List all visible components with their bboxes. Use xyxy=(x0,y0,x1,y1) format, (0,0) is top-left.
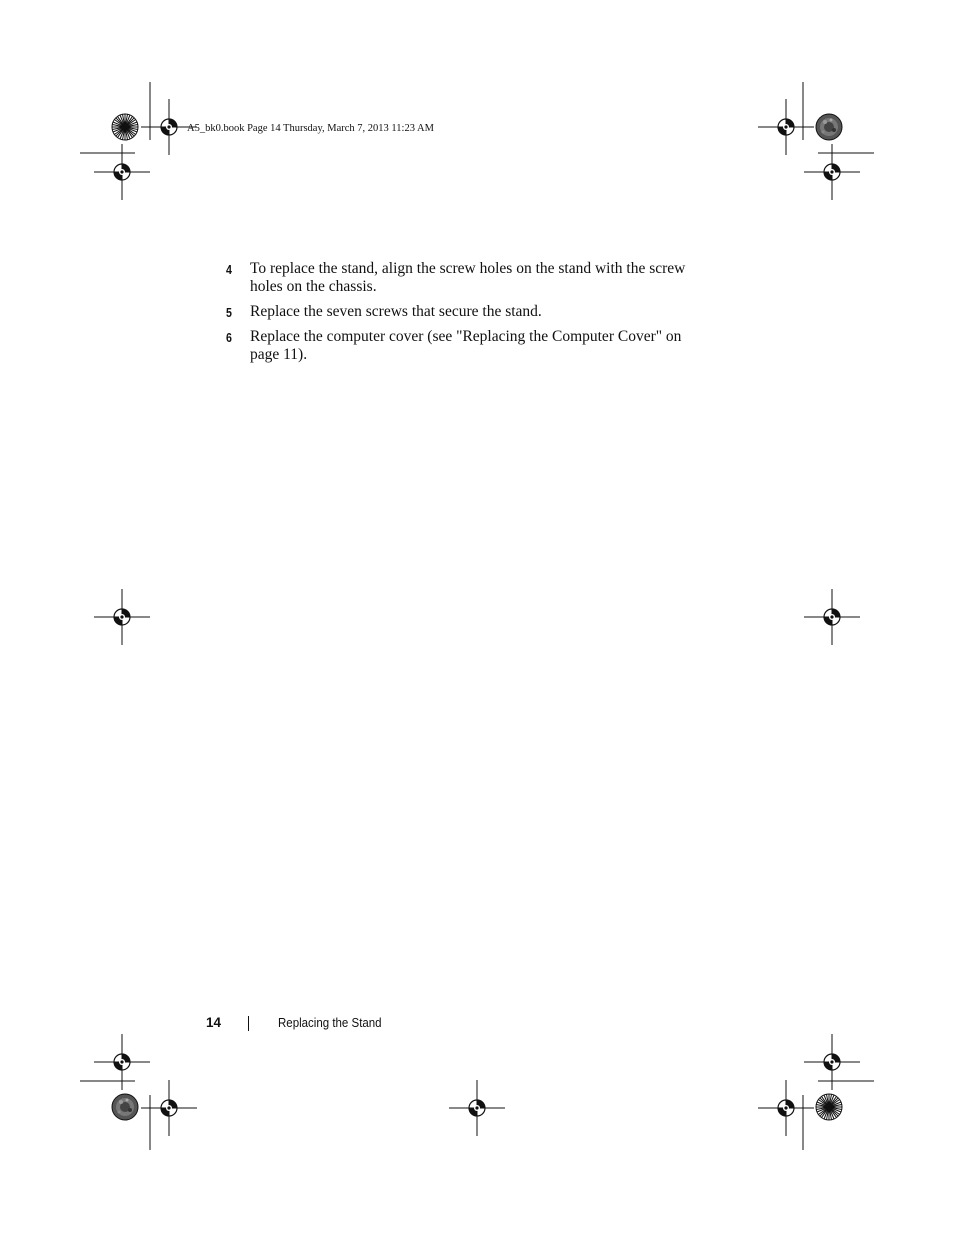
step-number: 4 xyxy=(226,263,232,277)
footer-section-title: Replacing the Stand xyxy=(278,1016,382,1030)
step-text: Replace the computer cover (see "Replacing the Computer Cover" on page 11). xyxy=(250,328,682,363)
step-number: 5 xyxy=(226,306,232,320)
step-text: To replace the stand, align the screw holes on the stand with the screw holes on the chassis. xyxy=(250,260,686,295)
page-number: 14 xyxy=(206,1015,222,1030)
print-slug: A5_bk0.book Page 14 Thursday, March 7, 2013 11:23 AM xyxy=(187,123,434,134)
step-number: 6 xyxy=(226,331,232,345)
step-text: Replace the seven screws that secure the stand. xyxy=(250,303,542,320)
